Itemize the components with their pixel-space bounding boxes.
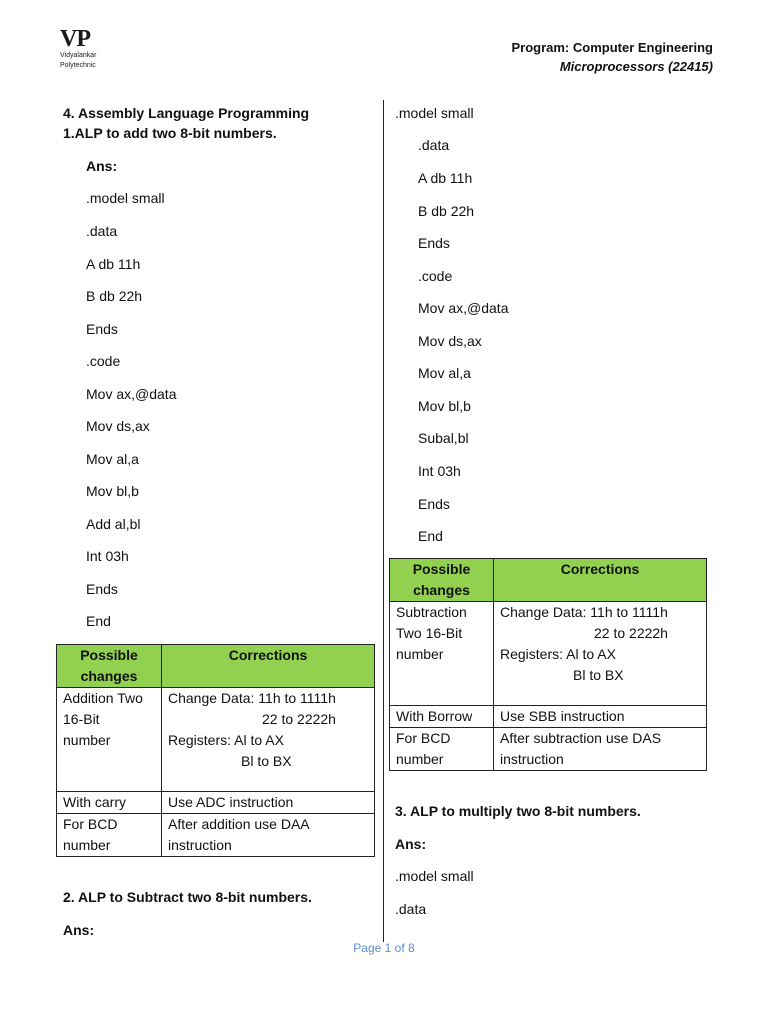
table-cell: With carry	[57, 792, 162, 814]
table-cell	[494, 602, 707, 706]
cell-line: Two 16-Bit	[396, 625, 463, 641]
cell-line: instruction	[168, 837, 232, 853]
table-cell: Use SBB instruction	[494, 706, 707, 728]
table-cell	[57, 814, 162, 857]
table-cell	[390, 602, 494, 706]
table-cell	[494, 728, 707, 771]
code-line: Mov bl,b	[418, 398, 471, 414]
table-cell	[162, 688, 375, 792]
table-cell: Use ADC instruction	[162, 792, 375, 814]
cell-line: 16-Bit	[63, 711, 100, 727]
table-cell: With Borrow	[390, 706, 494, 728]
logo-line-2: Polytechnic	[60, 62, 96, 69]
question-1-answer-label: Ans:	[86, 158, 118, 174]
code-line: End	[86, 613, 111, 629]
code-line: Mov ax,@data	[418, 300, 509, 316]
cell-line: 22 to 2222h	[594, 625, 668, 641]
table-cell	[390, 728, 494, 771]
cell-line: For BCD	[396, 730, 451, 746]
corrections-table-addition	[56, 644, 375, 857]
code-line: Mov ds,ax	[86, 418, 150, 434]
code-line: Int 03h	[86, 548, 129, 564]
code-line: .code	[86, 353, 121, 369]
code-line: Subal,bl	[418, 430, 469, 446]
question-3-answer-label: Ans:	[395, 836, 427, 852]
cell-line: Subtraction	[396, 604, 467, 620]
question-1-title: 1.ALP to add two 8-bit numbers.	[63, 125, 277, 141]
cell-line: number	[63, 732, 111, 748]
table-header-possible-changes: Possible changes	[390, 559, 494, 602]
cell-line: number	[63, 837, 111, 853]
logo	[60, 28, 96, 70]
code-line: Ends	[418, 235, 450, 251]
code-line: Add al,bl	[86, 516, 141, 532]
header-info	[511, 38, 713, 76]
cell-line: Registers: Al to AX	[500, 646, 616, 662]
code-line: Ends	[86, 581, 118, 597]
table-header-corrections: Corrections	[494, 559, 707, 602]
cell-line: 22 to 2222h	[262, 711, 336, 727]
code-line: Mov al,a	[86, 451, 139, 467]
table-header-corrections: Corrections	[162, 645, 375, 688]
code-line: Int 03h	[418, 463, 461, 479]
code-line: B db 22h	[86, 288, 143, 304]
code-line: .model small	[86, 190, 165, 206]
code-line: .data	[395, 901, 427, 917]
code-line: Mov al,a	[418, 365, 471, 381]
code-line: A db 11h	[418, 170, 473, 186]
table-header-possible-changes: Possible changes	[57, 645, 162, 688]
logo-line-1: Vidyalankar	[60, 52, 97, 59]
section-heading: 4. Assembly Language Programming	[63, 105, 310, 121]
corrections-table-subtraction	[389, 558, 707, 771]
cell-line: Change Data: 11h to 1111h	[500, 604, 668, 620]
question-2-answer-label: Ans:	[63, 922, 95, 938]
cell-line: Bl to BX	[573, 667, 624, 683]
question-3-title: 3. ALP to multiply two 8-bit numbers.	[395, 803, 641, 819]
code-line: .model small	[395, 868, 474, 884]
cell-line: After addition use DAA	[168, 816, 310, 832]
code-line: .code	[418, 268, 453, 284]
course-title: Microprocessors (22415)	[559, 59, 713, 74]
code-line: A db 11h	[86, 256, 141, 272]
table-cell	[162, 814, 375, 857]
question-2-title: 2. ALP to Subtract two 8-bit numbers.	[63, 889, 312, 905]
cell-line: Addition Two	[63, 690, 143, 706]
code-line: .model small	[395, 105, 474, 121]
cell-line: Bl to BX	[241, 753, 292, 769]
column-divider	[383, 100, 384, 942]
code-line: Mov ax,@data	[86, 386, 177, 402]
cell-line: Change Data: 11h to 1111h	[168, 690, 336, 706]
cell-line: For BCD	[63, 816, 118, 832]
code-line: End	[418, 528, 443, 544]
code-line: Ends	[86, 321, 118, 337]
cell-line: number	[396, 751, 444, 767]
logo-mark: VP	[60, 26, 90, 52]
cell-line: After subtraction use DAS	[500, 730, 662, 746]
cell-line: number	[396, 646, 444, 662]
code-line: .data	[86, 223, 118, 239]
code-line: B db 22h	[418, 203, 475, 219]
code-line: .data	[418, 137, 450, 153]
code-line: Ends	[418, 496, 450, 512]
code-line: Mov ds,ax	[418, 333, 482, 349]
page-number: Page 1 of 8	[353, 941, 415, 955]
cell-line: Registers: Al to AX	[168, 732, 284, 748]
cell-line: instruction	[500, 751, 564, 767]
program-title: Program: Computer Engineering	[511, 40, 713, 55]
table-cell	[57, 688, 162, 792]
code-line: Mov bl,b	[86, 483, 139, 499]
